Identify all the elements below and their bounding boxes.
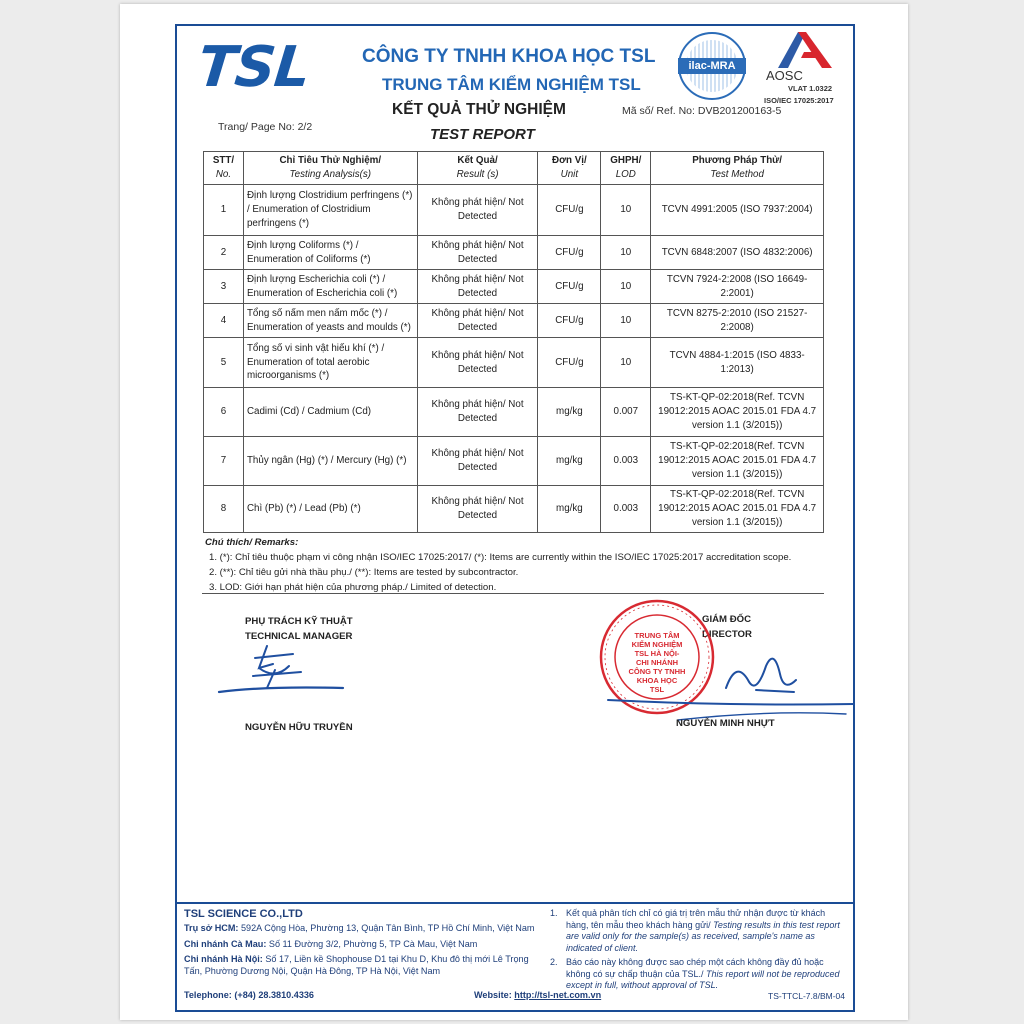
cell-method: TS-KT-QP-02:2018(Ref. TCVN 19012:2015 AOAC 2015.01 FDA 4.7 version 1.1 (3/2015)) [651, 437, 824, 486]
website-link[interactable]: http://tsl-net.com.vn [514, 990, 602, 1000]
left-signer-name: NGUYỄN HỮU TRUYỀN [245, 722, 353, 733]
cell-unit: CFU/g [538, 338, 601, 388]
footer-hq: Trụ sở HCM: 592A Cộng Hòa, Phường 13, Quận Tân Bình, TP Hồ Chí Minh, Việt Nam [184, 923, 535, 934]
cell-no: 8 [204, 486, 244, 533]
right-signer-title-en: DIRECTOR [702, 629, 752, 640]
right-signer-name: NGUYỄN MINH NHỰT [676, 718, 775, 729]
cell-analysis: Định lượng Coliforms (*) / Enumeration of Coliforms (*) [243, 236, 417, 270]
cell-analysis: Tổng số vi sinh vật hiếu khí (*) / Enumeration of total aerobic microorganisms (*) [243, 338, 417, 388]
cell-lod: 10 [601, 236, 651, 270]
table-row [204, 486, 824, 533]
ilac-mra-logo [678, 32, 746, 100]
footer-website: Website: http://tsl-net.com.vn [474, 990, 602, 1000]
ilac-label: ilac-MRA [678, 58, 746, 74]
header-analysis: Chỉ Tiêu Thử Nghiệm/ Testing Analysis(s) [243, 152, 417, 185]
header-lod: GHPH/ LOD [601, 152, 651, 185]
footer-telephone: Telephone: (+84) 28.3810.4336 [184, 990, 314, 1000]
iso-accreditation: ISO/IEC 17025:2017 [764, 96, 834, 105]
tsl-logo: TSL [194, 35, 313, 100]
svg-text:CHI NHÁNH: CHI NHÁNH [635, 658, 679, 667]
left-signature-icon [215, 640, 350, 702]
svg-text:CÔNG TY TNHH: CÔNG TY TNHH [628, 667, 686, 676]
center-name: TRUNG TÂM KIỂM NGHIỆM TSL [382, 75, 641, 94]
cell-analysis: Định lượng Clostridium perfringens (*) / Enumeration of Clostridium perfringens (*) [243, 185, 417, 236]
cell-unit: CFU/g [538, 270, 601, 304]
table-row [204, 185, 824, 236]
svg-text:KHOA HỌC: KHOA HỌC [636, 676, 678, 685]
table-row [204, 437, 824, 486]
footer-company: TSL SCIENCE CO.,LTD [184, 908, 303, 920]
cell-lod: 10 [601, 338, 651, 388]
left-signer-title-vn: PHỤ TRÁCH KỸ THUẬT [245, 616, 353, 627]
cell-method: TCVN 6848:2007 (ISO 4832:2006) [651, 236, 824, 270]
cell-analysis: Định lượng Escherichia coli (*) / Enumeration of Escherichia coli (*) [243, 270, 417, 304]
footer-contact [184, 908, 540, 977]
cell-analysis: Tổng số nấm men nấm mốc (*) / Enumeration of yeasts and moulds (*) [243, 304, 417, 338]
cell-result: Không phát hiện/ Not Detected [417, 270, 538, 304]
cell-no: 4 [204, 304, 244, 338]
footer-hanoi: Chi nhánh Hà Nội: Số 17, Liền kề Shophouse D1 tại Khu D, Khu đô thị mới Lê Trọng Tấn, Phường Dương Nội, Quận Hà Đông, TP Hà Nội, Việt Nam [184, 953, 529, 977]
remark-item: 1. (*): Chỉ tiêu thuộc phạm vi công nhận ISO/IEC 17025:2017/ (*): Items are currently within the ISO/IEC 17025:2017 accreditation scope. [209, 552, 792, 563]
page-number: Trang/ Page No: 2/2 [218, 121, 313, 133]
cell-result: Không phát hiện/ Not Detected [417, 185, 538, 236]
svg-text:TSL HÀ NỘI-: TSL HÀ NỘI- [634, 649, 680, 658]
cell-result: Không phát hiện/ Not Detected [417, 486, 538, 533]
cell-no: 1 [204, 185, 244, 236]
cell-result: Không phát hiện/ Not Detected [417, 388, 538, 437]
cell-result: Không phát hiện/ Not Detected [417, 437, 538, 486]
cell-unit: CFU/g [538, 304, 601, 338]
header-no: STT/ No. [204, 152, 244, 185]
cell-method: TS-KT-QP-02:2018(Ref. TCVN 19012:2015 AOAC 2015.01 FDA 4.7 version 1.1 (3/2015)) [651, 486, 824, 533]
cell-unit: mg/kg [538, 437, 601, 486]
header-result: Kết Quả/ Result (s) [417, 152, 538, 185]
remarks-section [205, 535, 825, 595]
header-method: Phương Pháp Thử/ Test Method [651, 152, 824, 185]
cell-lod: 10 [601, 185, 651, 236]
vlat-code: VLAT 1.0322 [788, 84, 833, 93]
cell-lod: 0.003 [601, 486, 651, 533]
cell-method: TCVN 4884-1:2015 (ISO 4833-1:2013) [651, 338, 824, 388]
cell-method: TCVN 8275-2:2010 (ISO 21527-2:2008) [651, 304, 824, 338]
table-header-row [204, 152, 824, 185]
cell-no: 6 [204, 388, 244, 437]
ref-number: Mã số/ Ref. No: DVB201200163-5 [622, 105, 782, 117]
table-row [204, 236, 824, 270]
cell-unit: mg/kg [538, 388, 601, 437]
cell-analysis: Chì (Pb) (*) / Lead (Pb) (*) [243, 486, 417, 533]
cell-result: Không phát hiện/ Not Detected [417, 338, 538, 388]
cell-no: 7 [204, 437, 244, 486]
cell-lod: 0.003 [601, 437, 651, 486]
company-name: CÔNG TY TNHH KHOA HỌC TSL [362, 46, 656, 67]
cell-method: TCVN 4991:2005 (ISO 7937:2004) [651, 185, 824, 236]
remarks-bottom-rule [202, 593, 824, 594]
cell-analysis: Thủy ngân (Hg) (*) / Mercury (Hg) (*) [243, 437, 417, 486]
form-code: TS-TTCL-7.8/BM-04 [768, 991, 845, 1001]
svg-text:TRUNG TÂM: TRUNG TÂM [634, 631, 680, 640]
footer-camau: Chi nhánh Cà Mau: Số 11 Đường 3/2, Phường 5, TP Cà Mau, Việt Nam [184, 938, 478, 949]
cell-method: TCVN 7924-2:2008 (ISO 16649-2:2001) [651, 270, 824, 304]
report-title-vn: KẾT QUẢ THỬ NGHIỆM [392, 101, 566, 118]
footer-note: 1. Kết quả phân tích chỉ có giá trị trên mẫu thử nhận được từ khách hàng, tên mẫu theo khách hàng gửi/ Testing results in this test report are valid only for the sample(s) as received, sample's name as indicated of client. [550, 908, 840, 953]
cell-lod: 0.007 [601, 388, 651, 437]
cell-method: TS-KT-QP-02:2018(Ref. TCVN 19012:2015 AOAC 2015.01 FDA 4.7 version 1.1 (3/2015)) [651, 388, 824, 437]
results-table [203, 151, 824, 533]
cell-result: Không phát hiện/ Not Detected [417, 236, 538, 270]
remark-item: 3. LOD: Giới hạn phát hiện của phương pháp./ Limited of detection. [209, 582, 497, 593]
cell-unit: CFU/g [538, 185, 601, 236]
svg-text:TSL: TSL [649, 685, 665, 694]
aosc-logo-icon [774, 30, 836, 70]
cell-no: 5 [204, 338, 244, 388]
left-signer-title-en: TECHNICAL MANAGER [245, 631, 353, 642]
right-signature-icon [606, 640, 856, 724]
table-row [204, 304, 824, 338]
table-row [204, 270, 824, 304]
cell-result: Không phát hiện/ Not Detected [417, 304, 538, 338]
footer-notes [550, 908, 850, 995]
svg-text:KIỂM NGHIỆM: KIỂM NGHIỆM [631, 640, 683, 649]
cell-analysis: Cadimi (Cd) / Cadmium (Cd) [243, 388, 417, 437]
cell-no: 2 [204, 236, 244, 270]
footer-note: 2. Báo cáo này không được sao chép một cách không đầy đủ hoặc không có sự chấp thuận của TSL./ This report will not be reproduced except in full, without approval of TSL. [550, 957, 840, 990]
remarks-heading: Chú thích/ Remarks: [205, 537, 299, 548]
remark-item: 2. (**): Chỉ tiêu gửi nhà thầu phụ./ (**): Items are tested by subcontractor. [209, 567, 519, 578]
cell-no: 3 [204, 270, 244, 304]
cell-lod: 10 [601, 304, 651, 338]
cell-unit: CFU/g [538, 236, 601, 270]
table-row [204, 388, 824, 437]
cell-unit: mg/kg [538, 486, 601, 533]
cell-lod: 10 [601, 270, 651, 304]
aosc-label: AOSC [766, 68, 803, 83]
table-row [204, 338, 824, 388]
footer-divider [175, 902, 855, 904]
header-unit: Đơn Vị/ Unit [538, 152, 601, 185]
report-title-en: TEST REPORT [430, 126, 535, 143]
right-signer-title-vn: GIÁM ĐỐC [702, 614, 752, 625]
